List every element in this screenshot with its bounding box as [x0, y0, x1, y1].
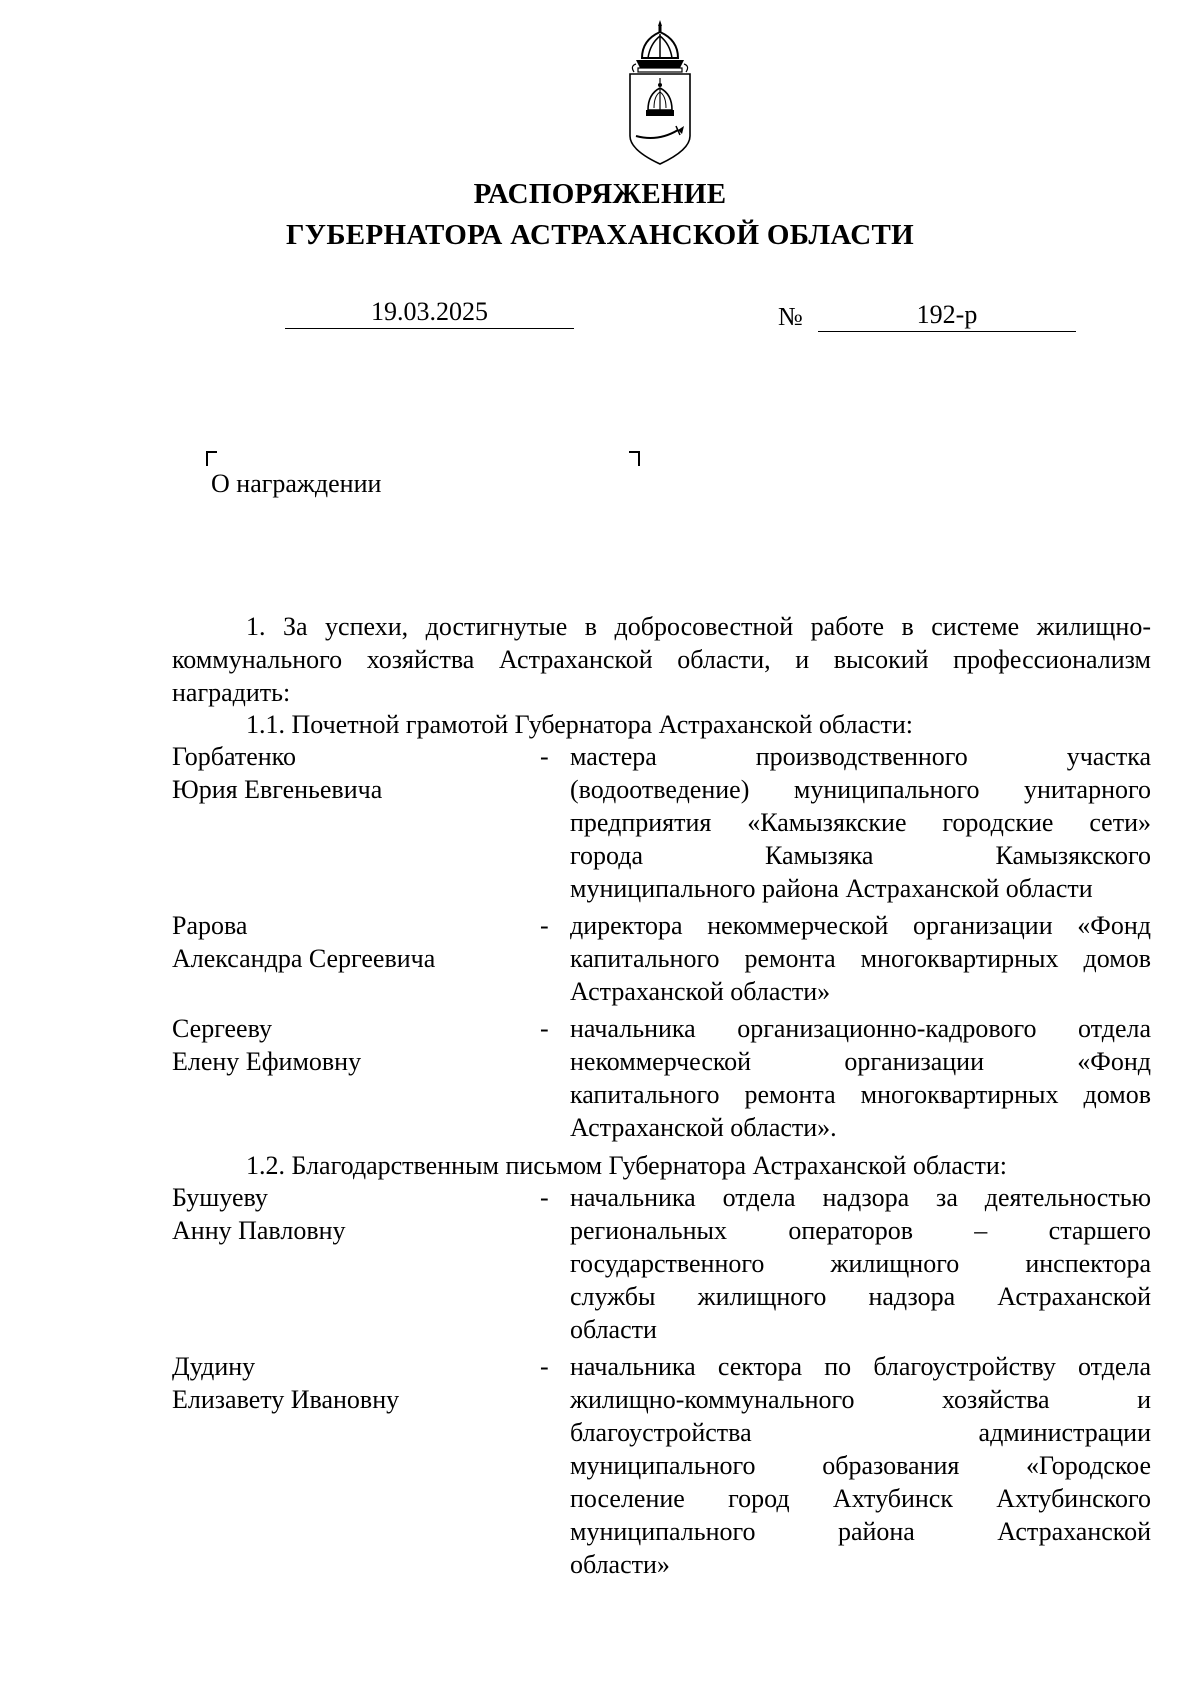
awardee-position [570, 1350, 1151, 1581]
number-sign: № [778, 302, 803, 331]
entry-dash: - [540, 742, 549, 771]
position-line: города Камызяка Камызякского [570, 841, 1151, 870]
position-line: начальника организационно-кадрового отдела [570, 1014, 1151, 1043]
section-1-1-title: 1.1. Почетной грамотой Губернатора Астраханской области: [246, 710, 914, 739]
awardee-position [570, 740, 1151, 905]
position-line: Астраханской области». [570, 1113, 837, 1142]
awardee-given-names: Елену Ефимовну [172, 1047, 362, 1076]
coat-of-arms-emblem [620, 18, 700, 168]
position-line: муниципального района Астраханской [570, 1517, 1151, 1546]
position-line: региональных операторов – старшего [570, 1216, 1151, 1245]
number-underline [818, 331, 1076, 332]
awardee-surname: Бушуеву [172, 1183, 268, 1212]
position-line: муниципального района Астраханской области [570, 874, 1093, 903]
date-underline [285, 328, 574, 329]
awardee-name [172, 1350, 532, 1416]
document-date: 19.03.2025 [371, 297, 488, 326]
awardee-given-names: Елизавету Ивановну [172, 1385, 400, 1414]
position-line: Астраханской области» [570, 977, 831, 1006]
awardee-position [570, 1181, 1151, 1346]
position-line: благоустройства администрации [570, 1418, 1151, 1447]
paragraph-1: 1. За успехи, достигнутые в добросовестной работе в системе жилищно-коммунального хозяйства Астраханской области, и высокий профессионализм наградить: [172, 612, 1151, 707]
entry-dash: - [540, 911, 549, 940]
position-line: капитального ремонта многоквартирных домов [570, 944, 1151, 973]
awardee-name [172, 1012, 532, 1078]
position-line: службы жилищного надзора Астраханской [570, 1282, 1151, 1311]
position-line: директора некоммерческой организации «Фонд [570, 911, 1151, 940]
position-line: капитального ремонта многоквартирных домов [570, 1080, 1151, 1109]
awardee-surname: Горбатенко [172, 742, 296, 771]
awardee-surname: Рарова [172, 911, 248, 940]
position-line: некоммерческой организации «Фонд [570, 1047, 1151, 1076]
awardee-name [172, 1181, 532, 1247]
position-line: предприятия «Камызякские городские сети» [570, 808, 1151, 837]
position-line: (водоотведение) муниципального унитарного [570, 775, 1151, 804]
awardee-given-names: Анну Павловну [172, 1216, 346, 1245]
awardee-surname: Сергееву [172, 1014, 272, 1043]
awardee-position [570, 1012, 1151, 1144]
document-issuer: ГУБЕРНАТОРА АСТРАХАНСКОЙ ОБЛАСТИ [286, 219, 914, 251]
document-number: 192-р [916, 300, 978, 329]
position-line: поселение город Ахтубинск Ахтубинского [570, 1484, 1151, 1513]
position-line: начальника отдела надзора за деятельностью [570, 1183, 1151, 1212]
position-line: мастера производственного участка [570, 742, 1151, 771]
position-line: области» [570, 1550, 670, 1579]
awardee-name [172, 740, 532, 806]
subject-corner-left [206, 451, 217, 466]
document-subject: О награждении [211, 469, 382, 498]
document-title: РАСПОРЯЖЕНИЕ [473, 178, 727, 210]
entry-dash: - [540, 1014, 549, 1043]
awardee-name [172, 909, 532, 975]
awardee-given-names: Юрия Евгеньевича [172, 775, 383, 804]
position-line: муниципального образования «Городское [570, 1451, 1151, 1480]
awardee-position [570, 909, 1151, 1008]
position-line: государственного жилищного инспектора [570, 1249, 1151, 1278]
section-1-2-title: 1.2. Благодарственным письмом Губернатора Астраханской области: [246, 1151, 1007, 1180]
entry-dash: - [540, 1183, 549, 1212]
subject-corner-right [629, 451, 640, 466]
position-line: жилищно-коммунального хозяйства и [570, 1385, 1151, 1414]
position-line: начальника сектора по благоустройству отдела [570, 1352, 1151, 1381]
awardee-given-names: Александра Сергеевича [172, 944, 436, 973]
position-line: области [570, 1315, 657, 1344]
awardee-surname: Дудину [172, 1352, 256, 1381]
entry-dash: - [540, 1352, 549, 1381]
